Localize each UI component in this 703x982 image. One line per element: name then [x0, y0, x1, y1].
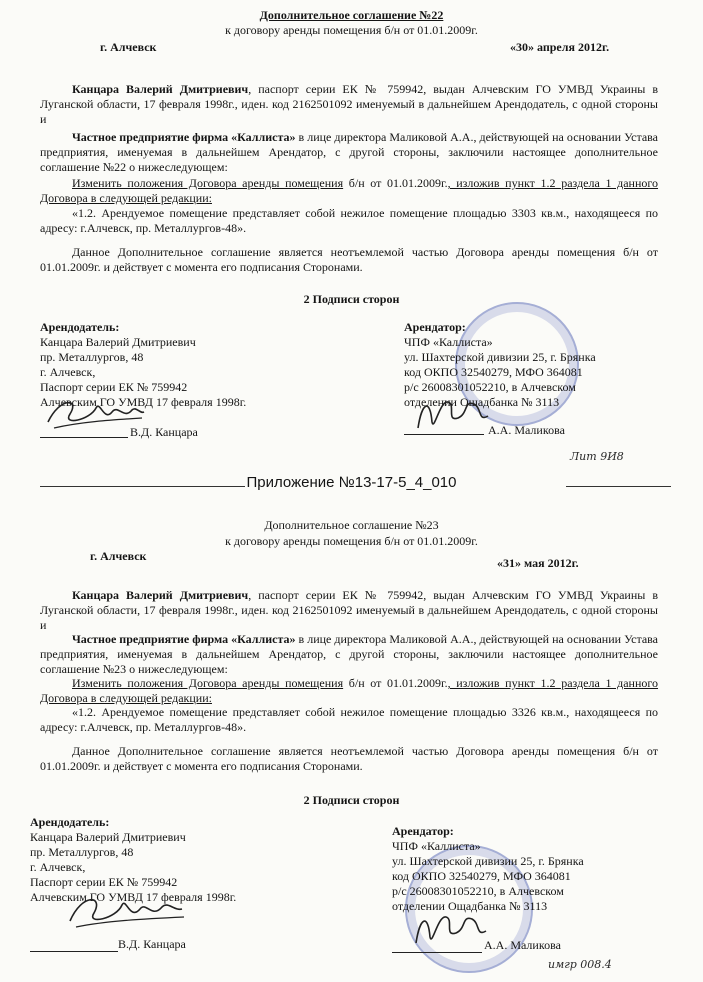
- separator-right: [566, 486, 671, 487]
- paragraph-change: [40, 676, 658, 706]
- tenant-name: Частное предприятие фирма «Каллиста»: [72, 130, 296, 144]
- landlord-line: Алчевским ГО УМВД 17 февраля 1998г.: [40, 395, 247, 409]
- doc-title: Дополнительное соглашение №22: [259, 8, 444, 22]
- tenant-line: ул. Шахтерской дивизии 25, г. Брянка: [392, 854, 584, 868]
- landlord-line: Паспорт серии ЕК № 759942: [40, 380, 188, 394]
- landlord-heading: Арендодатель:: [30, 815, 110, 829]
- landlord-line: Паспорт серии ЕК № 759942: [30, 875, 178, 889]
- tenant-heading: Арендатор:: [404, 320, 466, 334]
- landlord-line: Канцара Валерий Дмитриевич: [40, 335, 196, 349]
- paragraph-text: , паспорт серии ЕК № 759942, выдан Алчевским ГО УМВД Украины в Луганской области, 17 февраля 1998г., иден. код 2162501092 именуемый в дальнейшем Арендодатель, с одной стороны и: [40, 82, 658, 126]
- tenant-heading: Арендатор:: [392, 824, 454, 838]
- tenant-line: р/с 26008301052210, в Алчевском: [392, 884, 564, 898]
- change-lead: Изменить положения Договора аренды помещения: [72, 676, 344, 690]
- tenant-sign-name: А.А. Маликова: [484, 938, 561, 952]
- change-tail: , изложив пункт 1.2 раздела 1 данного Договора в следующей редакции:: [40, 676, 659, 705]
- landlord-sign-name: В.Д. Канцара: [118, 937, 186, 951]
- landlord-line: г. Алчевск,: [40, 365, 96, 379]
- landlord-line: Канцара Валерий Дмитриевич: [30, 830, 186, 844]
- doc-date: «31» мая 2012г.: [497, 556, 579, 570]
- handwritten-note: имгр 008.4: [548, 958, 612, 971]
- landlord-name: Канцара Валерий Дмитриевич: [72, 82, 249, 96]
- clause-text: «1.2. Арендуемое помещение представляет собой нежилое помещение площадью 3326 кв.м., находящееся по адресу: г.Алчевск, пр. Металлургов-48».: [40, 705, 658, 734]
- doc-city: г. Алчевск: [90, 549, 147, 563]
- landlord-sign-line: [40, 437, 128, 438]
- paragraph-text: , паспорт серии ЕК № 759942, выдан Алчевским ГО УМВД Украины в Луганской области, 17 февраля 1998г., иден. код 2162501092 именуемый в дальнейшем Арендодатель, с одной стороны и: [40, 588, 658, 632]
- tenant-signature: [410, 905, 490, 949]
- landlord-line: г. Алчевск,: [30, 860, 86, 874]
- tenant-sign-name: А.А. Маликова: [488, 423, 565, 437]
- section-signatures: 2 Подписи сторон: [303, 793, 400, 807]
- change-mid: б/н от 01.01.2009г.: [343, 676, 448, 690]
- tenant-line: ЧПФ «Каллиста»: [404, 335, 493, 349]
- tenant-line: ЧПФ «Каллиста»: [392, 839, 481, 853]
- tenant-line: код ОКПО 32540279, МФО 364081: [404, 365, 583, 379]
- paragraph-final: [40, 744, 658, 774]
- tenant-block: [392, 824, 584, 914]
- paragraph-tenant: [40, 130, 658, 175]
- paragraph-clause: [40, 206, 658, 236]
- doc-subtitle: к договору аренды помещения б/н от 01.01.2009г.: [225, 23, 478, 37]
- doc-subtitle: к договору аренды помещения б/н от 01.01.2009г.: [225, 534, 478, 548]
- landlord-sign-name: В.Д. Канцара: [130, 425, 198, 439]
- clause-text: «1.2. Арендуемое помещение представляет собой нежилое помещение площадью 3303 кв.м., находящееся по адресу: г.Алчевск, пр. Металлургов-48».: [40, 206, 658, 235]
- paragraph-landlord: [40, 588, 658, 633]
- appendix-label: Приложение №13-17-5_4_010: [246, 474, 457, 491]
- tenant-name: Частное предприятие фирма «Каллиста»: [72, 632, 296, 646]
- final-text: Данное Дополнительное соглашение является неотъемлемой частью Договора аренды помещения б/н от 01.01.2009г. и действует с момента его подписания Сторонами.: [40, 245, 658, 274]
- handwritten-note: Лит 9И8: [570, 450, 624, 463]
- doc-date: «30» апреля 2012г.: [510, 40, 610, 54]
- tenant-sign-line: [392, 952, 482, 953]
- tenant-line: ул. Шахтерской дивизии 25, г. Брянка: [404, 350, 596, 364]
- agreement-22: [0, 0, 703, 470]
- agreement-23: [0, 505, 703, 975]
- landlord-name: Канцара Валерий Дмитриевич: [72, 588, 249, 602]
- tenant-line: отделении Ощадбанка № 3113: [392, 899, 548, 913]
- change-mid: б/н от 01.01.2009г.: [343, 176, 448, 190]
- doc-city: г. Алчевск: [100, 40, 157, 54]
- landlord-heading: Арендодатель:: [40, 320, 120, 334]
- tenant-line: р/с 26008301052210, в Алчевском: [404, 380, 576, 394]
- paragraph-tenant: [40, 632, 658, 677]
- landlord-sign-line: [30, 951, 118, 952]
- paragraph-text: в лице директора Маликовой А.А., действующей на основании Устава предприятия, именуемая в дальнейшем Арендатор, с другой стороны, заключили настоящее дополнительное соглашение №23 о нижеследующем:: [40, 632, 659, 676]
- tenant-line: код ОКПО 32540279, МФО 364081: [392, 869, 571, 883]
- paragraph-clause: [40, 705, 658, 735]
- final-text: Данное Дополнительное соглашение является неотъемлемой частью Договора аренды помещения б/н от 01.01.2009г. и действует с момента его подписания Сторонами.: [40, 744, 658, 773]
- doc-title: Дополнительное соглашение №23: [264, 518, 439, 532]
- landlord-signature: [40, 392, 150, 436]
- section-signatures: 2 Подписи сторон: [303, 292, 400, 306]
- paragraph-text: в лице директора Маликовой А.А., действующей на основании Устава предприятия, именуемая в дальнейшем Арендатор, с другой стороны, заключили настоящее дополнительное соглашение №22 о нижеследующем:: [40, 130, 659, 174]
- change-tail: , изложив пункт 1.2 раздела 1 данного Договора в следующей редакции:: [40, 176, 659, 205]
- change-lead: Изменить положения Договора аренды помещения: [72, 176, 344, 190]
- paragraph-change: [40, 176, 658, 206]
- paragraph-final: [40, 245, 658, 275]
- tenant-line: отделении Ощадбанка № 3113: [404, 395, 560, 409]
- landlord-line: Алчевским ГО УМВД 17 февраля 1998г.: [30, 890, 237, 904]
- landlord-signature: [60, 887, 190, 935]
- tenant-signature: [412, 392, 492, 436]
- landlord-line: пр. Металлургов, 48: [30, 845, 134, 859]
- paragraph-landlord: [40, 82, 658, 127]
- landlord-line: пр. Металлургов, 48: [40, 350, 144, 364]
